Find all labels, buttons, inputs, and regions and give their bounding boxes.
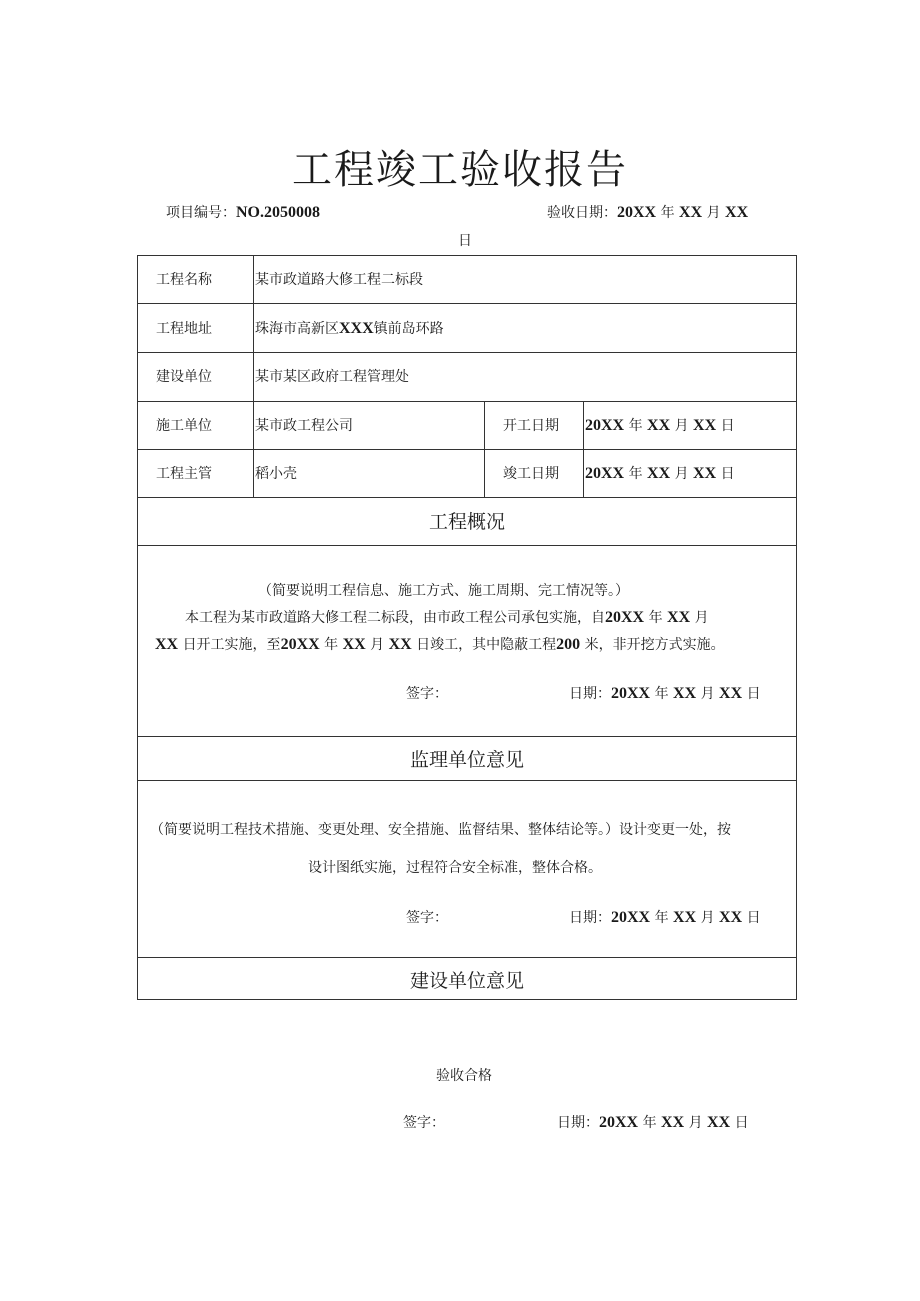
supervision-date: 日期：20XX 年 XX 月 XX 日 bbox=[569, 909, 761, 926]
value-owner-unit: 某市某区政府工程管理处 bbox=[255, 369, 409, 385]
owner-signature: 签字： bbox=[403, 1115, 445, 1131]
label-project-address: 工程地址 bbox=[156, 321, 212, 337]
overview-hint: （简要说明工程信息、施工方式、施工周期、完工情况等。） bbox=[258, 583, 629, 599]
value-start-date: 20XX 年 XX 月 XX 日 bbox=[585, 417, 735, 434]
row-divider bbox=[138, 957, 796, 958]
value-completion-date: 20XX 年 XX 月 XX 日 bbox=[585, 465, 735, 482]
supervision-signature: 签字： bbox=[406, 910, 448, 926]
project-number: 项目编号：NO.2050008 bbox=[166, 204, 320, 221]
row-divider bbox=[138, 401, 796, 402]
section-heading-supervision: 监理单位意见 bbox=[409, 749, 524, 771]
label-construction-unit: 施工单位 bbox=[156, 418, 212, 434]
report-table bbox=[137, 255, 797, 1000]
column-divider bbox=[484, 401, 485, 497]
owner-date: 日期：20XX 年 XX 月 XX 日 bbox=[557, 1114, 749, 1131]
owner-opinion-text: 验收合格 bbox=[436, 1068, 492, 1084]
row-divider bbox=[138, 545, 796, 546]
acceptance-date-day-char: 日 bbox=[458, 233, 472, 249]
row-divider bbox=[138, 449, 796, 450]
label-project-manager: 工程主管 bbox=[156, 466, 212, 482]
label-start-date: 开工日期 bbox=[503, 418, 559, 434]
value-project-manager: 稻小壳 bbox=[255, 466, 297, 482]
value-project-name: 某市政道路大修工程二标段 bbox=[255, 272, 423, 288]
overview-date: 日期：20XX 年 XX 月 XX 日 bbox=[569, 685, 761, 702]
supervision-text-line2: 设计图纸实施，过程符合安全标准，整体合格。 bbox=[308, 860, 602, 876]
section-heading-overview: 工程概况 bbox=[428, 511, 505, 533]
column-divider bbox=[583, 401, 584, 497]
row-divider bbox=[138, 352, 796, 353]
overview-text-line1: 本工程为某市政道路大修工程二标段，由市政工程公司承包实施，自20XX 年 XX 月 bbox=[185, 609, 709, 626]
overview-text-line2: XX 日开工实施，至20XX 年 XX 月 XX 日竣工，其中隐蔽工程200 米，非开挖方式实施。 bbox=[155, 636, 725, 653]
page-title: 工程竣工验收报告 bbox=[292, 147, 628, 193]
row-divider bbox=[138, 497, 796, 498]
label-owner-unit: 建设单位 bbox=[156, 369, 212, 385]
value-construction-unit: 某市政工程公司 bbox=[255, 418, 353, 434]
column-divider bbox=[253, 256, 254, 497]
overview-signature: 签字： bbox=[406, 686, 448, 702]
label-completion-date: 竣工日期 bbox=[503, 466, 559, 482]
section-heading-owner-opinion: 建设单位意见 bbox=[409, 970, 524, 992]
row-divider bbox=[138, 303, 796, 304]
supervision-text-line1: （简要说明工程技术措施、变更处理、安全措施、监督结果、整体结论等。）设计变更一处，按 bbox=[150, 822, 731, 838]
acceptance-date: 验收日期：20XX 年 XX 月 XX bbox=[547, 204, 749, 221]
row-divider bbox=[138, 780, 796, 781]
value-project-address: 珠海市高新区XXX镇前岛环路 bbox=[255, 320, 444, 337]
row-divider bbox=[138, 736, 796, 737]
label-project-name: 工程名称 bbox=[156, 272, 212, 288]
